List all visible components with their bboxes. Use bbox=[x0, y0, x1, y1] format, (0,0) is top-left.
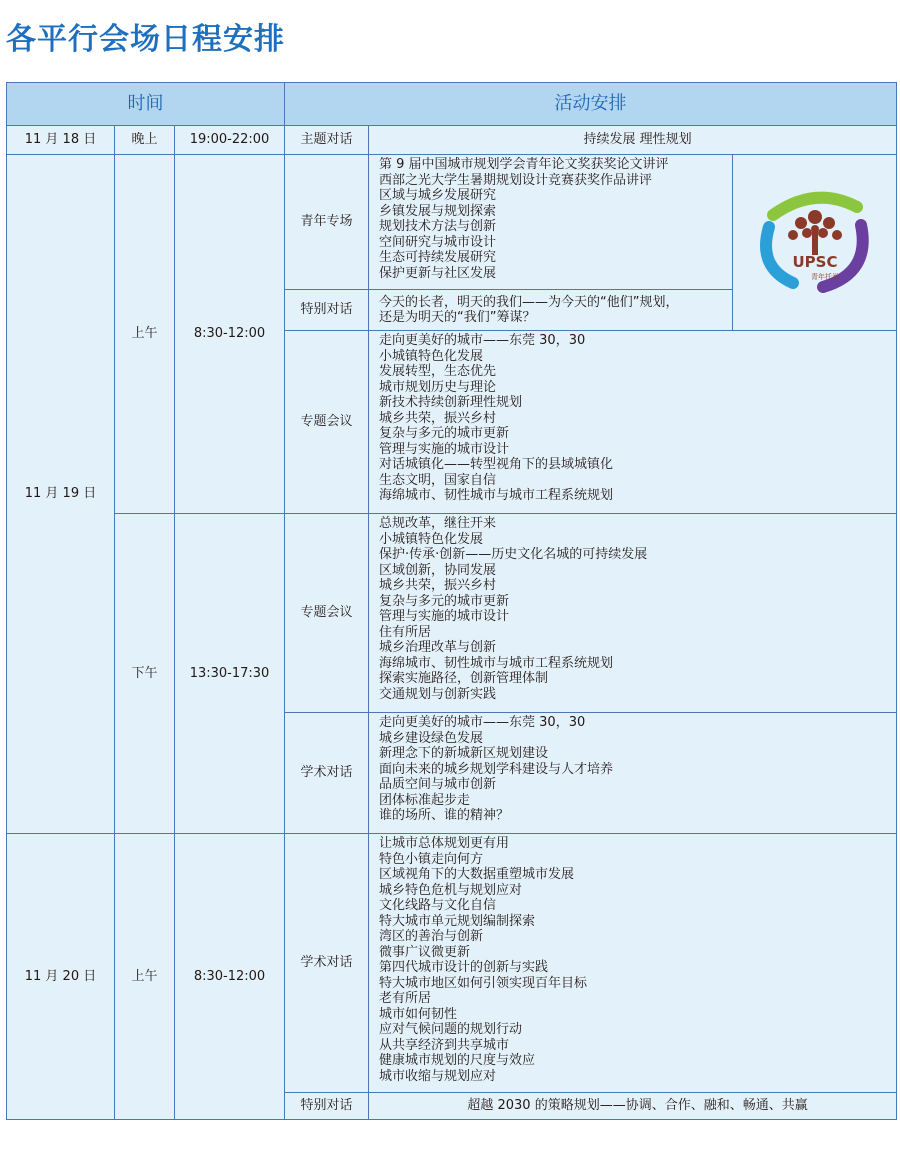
list-item: 乡镇发展与规划探索 bbox=[379, 203, 497, 219]
list-item: 新技术持续创新理性规划 bbox=[379, 395, 523, 410]
header-time: 时间 bbox=[7, 83, 285, 126]
session-type: 青年专场 bbox=[285, 155, 369, 290]
list-item: 城乡共荣，振兴乡村 bbox=[379, 410, 497, 426]
session-list bbox=[369, 834, 897, 1093]
row-nov20-academic bbox=[7, 834, 897, 1093]
row-nov18 bbox=[7, 126, 897, 155]
session-type: 特别对话 bbox=[285, 290, 369, 331]
list-item: 让城市总体规划更有用 bbox=[379, 836, 510, 851]
list-item: 交通规划与创新实践 bbox=[379, 686, 497, 702]
list-item: 品质空间与城市创新 bbox=[379, 777, 497, 792]
date-cell: 11 月 18 日 bbox=[7, 126, 115, 155]
list-item: 走向更美好的城市——东莞 30，30 bbox=[379, 715, 586, 730]
session-type: 特别对话 bbox=[285, 1093, 369, 1120]
session-type: 专题会议 bbox=[285, 331, 369, 514]
list-item: 湾区的善治与创新 bbox=[379, 929, 484, 944]
session-list bbox=[369, 155, 733, 290]
list-item: 走向更美好的城市——东莞 30，30 bbox=[379, 333, 586, 348]
list-item: 从共享经济到共享城市 bbox=[379, 1037, 510, 1053]
list-item: 保护·传承·创新——历史文化名城的可持续发展 bbox=[379, 547, 648, 562]
list-item: 发展转型，生态优先 bbox=[379, 364, 497, 379]
list-item: 应对气候问题的规划行动 bbox=[379, 1022, 523, 1037]
list-item: 规划技术方法与创新 bbox=[379, 219, 497, 234]
session-list bbox=[369, 514, 897, 713]
list-item: 城市规划历史与理论 bbox=[379, 379, 497, 395]
time-cell: 13:30-17:30 bbox=[175, 514, 285, 834]
list-item: 老有所居 bbox=[379, 991, 432, 1006]
page-title: 各平行会场日程安排 bbox=[6, 22, 285, 57]
period-cell: 晚上 bbox=[115, 126, 175, 155]
list-item: 复杂与多元的城市更新 bbox=[379, 426, 510, 441]
list-item: 区域与城乡发展研究 bbox=[379, 188, 497, 203]
list-item: 区域创新，协同发展 bbox=[379, 562, 497, 578]
session-type: 主题对话 bbox=[285, 126, 369, 155]
time-cell: 8:30-12:00 bbox=[175, 834, 285, 1120]
list-item: 海绵城市、韧性城市与城市工程系统规划 bbox=[379, 488, 614, 503]
date-cell: 11 月 20 日 bbox=[7, 834, 115, 1120]
list-item: 城乡特色危机与规划应对 bbox=[379, 882, 523, 898]
period-cell: 上午 bbox=[115, 834, 175, 1120]
upsc-logo bbox=[755, 175, 875, 305]
list-item: 特大城市单元规划编制探索 bbox=[379, 913, 536, 929]
logo-text: UPSC bbox=[792, 253, 838, 272]
list-item: 特色小镇走向何方 bbox=[379, 851, 484, 867]
list-item: 管理与实施的城市设计 bbox=[379, 441, 510, 457]
list-item: 探索实施路径，创新管理体制 bbox=[379, 671, 549, 686]
header-row bbox=[7, 83, 897, 126]
logo-caption: 青年托举 bbox=[810, 273, 839, 282]
date-cell: 11 月 19 日 bbox=[7, 155, 115, 834]
list-item: 城市如何韧性 bbox=[379, 1006, 458, 1022]
list-item: 西部之光大学生暑期规划设计竞赛获奖作品讲评 bbox=[379, 172, 653, 188]
logo-cell bbox=[733, 155, 897, 331]
list-item: 区域视角下的大数据重塑城市发展 bbox=[379, 867, 575, 882]
list-item: 小城镇特色化发展 bbox=[379, 348, 484, 364]
list-item: 生态可持续发展研究 bbox=[379, 250, 497, 265]
list-item: 特大城市地区如何引领实现百年目标 bbox=[379, 975, 588, 991]
list-item: 今天的长者，明天的我们——为今天的“他们”规划， bbox=[379, 294, 679, 310]
period-cell: 下午 bbox=[115, 514, 175, 834]
list-item: 总规改革，继往开来 bbox=[379, 516, 497, 531]
list-item: 生态文明，国家自信 bbox=[379, 472, 497, 488]
list-item: 谁的场所、谁的精神？ bbox=[379, 808, 510, 823]
row-nov19-pm-topic bbox=[7, 514, 897, 713]
list-item: 海绵城市、韧性城市与城市工程系统规划 bbox=[379, 655, 614, 671]
session-list bbox=[369, 290, 733, 331]
list-item: 管理与实施的城市设计 bbox=[379, 609, 510, 624]
list-item: 团体标准起步走 bbox=[379, 792, 471, 808]
list-item: 复杂与多元的城市更新 bbox=[379, 593, 510, 609]
list-item: 面向未来的城乡规划学科建设与人才培养 bbox=[379, 761, 614, 777]
session-content: 超越 2030 的策略规划——协调、合作、融和、畅通、共赢 bbox=[369, 1093, 897, 1120]
list-item: 健康城市规划的尺度与效应 bbox=[379, 1053, 536, 1068]
list-item: 第 9 届中国城市规划学会青年论文奖获奖论文讲评 bbox=[379, 157, 669, 172]
session-list bbox=[369, 713, 897, 834]
list-item: 还是为明天的“我们”筹谋？ bbox=[379, 310, 536, 325]
list-item: 城乡共荣，振兴乡村 bbox=[379, 578, 497, 593]
list-item: 城乡治理改革与创新 bbox=[379, 640, 497, 655]
row-nov19-am-youth bbox=[7, 155, 897, 290]
session-type: 学术对话 bbox=[285, 713, 369, 834]
session-content: 持续发展 理性规划 bbox=[369, 126, 897, 155]
session-type: 专题会议 bbox=[285, 514, 369, 713]
time-cell: 19:00-22:00 bbox=[175, 126, 285, 155]
list-item: 文化线路与文化自信 bbox=[379, 898, 497, 913]
time-cell: 8:30-12:00 bbox=[175, 155, 285, 514]
session-type: 学术对话 bbox=[285, 834, 369, 1093]
list-item: 微事广议微更新 bbox=[379, 944, 471, 960]
list-item: 住有所居 bbox=[379, 624, 432, 640]
session-list bbox=[369, 331, 897, 514]
period-cell: 上午 bbox=[115, 155, 175, 514]
list-item: 小城镇特色化发展 bbox=[379, 531, 484, 547]
schedule-table bbox=[6, 82, 897, 1120]
header-activities: 活动安排 bbox=[285, 83, 897, 126]
list-item: 新理念下的新城新区规划建设 bbox=[379, 746, 549, 761]
list-item: 城乡建设绿色发展 bbox=[379, 730, 484, 746]
list-item: 对话城镇化——转型视角下的县域城镇化 bbox=[379, 457, 614, 472]
list-item: 城市收缩与规划应对 bbox=[379, 1068, 497, 1084]
list-item: 第四代城市设计的创新与实践 bbox=[379, 960, 549, 975]
list-item: 空间研究与城市设计 bbox=[379, 234, 497, 250]
list-item: 保护更新与社区发展 bbox=[379, 265, 497, 281]
